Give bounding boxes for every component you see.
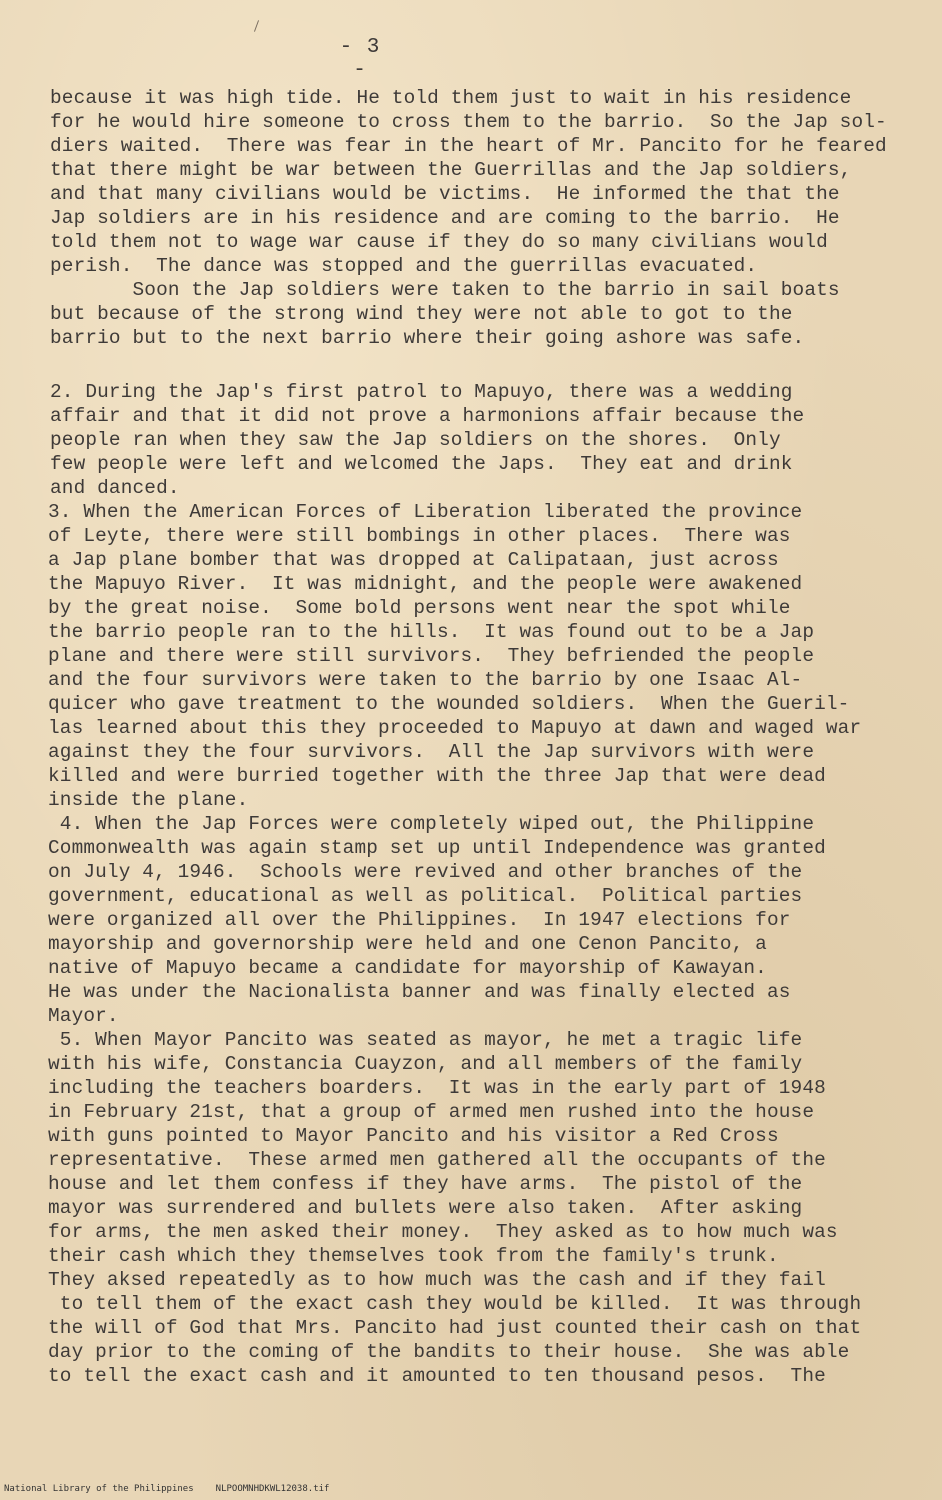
text-line: He was under the Nacionalista banner and was finally elected as [48, 981, 791, 1003]
text-line: were organized all over the Philippines. In 1947 elections for [48, 909, 791, 931]
pen-mark [254, 20, 259, 32]
text-line: against they the four survivors. All the Jap survivors with were [48, 741, 815, 763]
text-line: few people were left and welcomed the Japs. They eat and drink [50, 453, 793, 475]
text-line: for he would hire someone to cross them to the barrio. So the Jap sol- [50, 111, 887, 133]
scan-filename: NLPOOMNHDKWL12038.tif [215, 1484, 330, 1494]
text-line: people ran when they saw the Jap soldiers on the shores. Only [50, 429, 781, 451]
text-line: 3. When the American Forces of Liberation liberated the province [48, 501, 803, 523]
text-line: perish. The dance was stopped and the guerrillas evacuated. [50, 255, 758, 277]
text-line: 2. During the Jap's first patrol to Mapuyo, there was a wedding [50, 381, 793, 403]
text-line: the Mapuyo River. It was midnight, and the people were awakened [48, 573, 803, 595]
page-number: - 3 - [339, 36, 381, 82]
text-line: including the teachers boarders. It was in the early part of 1948 [48, 1077, 826, 1099]
text-line: 5. When Mayor Pancito was seated as mayor, he met a tragic life [48, 1029, 803, 1051]
text-line: mayor was surrendered and bullets were also taken. After asking [48, 1197, 803, 1219]
text-line: for arms, the men asked their money. They asked as to how much was [48, 1221, 838, 1243]
text-line: the will of God that Mrs. Pancito had just counted their cash on that [48, 1317, 862, 1339]
text-line: but because of the strong wind they were not able to got to the [50, 303, 793, 325]
text-line: told them not to wage war cause if they do so many civilians would [50, 231, 828, 253]
text-line: in February 21st, that a group of armed men rushed into the house [48, 1101, 815, 1123]
text-line: because it was high tide. He told them just to wait in his residence [50, 87, 852, 109]
text-line: to tell the exact cash and it amounted to ten thousand pesos. The [48, 1365, 826, 1387]
text-line: plane and there were still survivors. They befriended the people [48, 645, 815, 667]
text-line: native of Mapuyo became a candidate for mayorship of Kawayan. [48, 957, 767, 979]
text-line: inside the plane. [48, 789, 249, 811]
text-line: barrio but to the next barrio where their going ashore was safe. [50, 327, 805, 349]
text-line: las learned about this they proceeded to Mapuyo at dawn and waged war [48, 717, 862, 739]
text-line: 4. When the Jap Forces were completely wiped out, the Philippine [48, 813, 815, 835]
text-line: Mayor. [48, 1005, 119, 1027]
text-line: with guns pointed to Mayor Pancito and his visitor a Red Cross [48, 1125, 779, 1147]
text-line: representative. These armed men gathered all the occupants of the [48, 1149, 826, 1171]
text-line: mayorship and governorship were held and one Cenon Pancito, a [48, 933, 767, 955]
text-line: their cash which they themselves took from the family's trunk. [48, 1245, 779, 1267]
text-line: by the great noise. Some bold persons went near the spot while [48, 597, 791, 619]
text-line: They aksed repeatedly as to how much was the cash and if they fail [48, 1269, 826, 1291]
text-line: the barrio people ran to the hills. It was found out to be a Jap [48, 621, 815, 643]
text-line: of Leyte, there were still bombings in other places. There was [48, 525, 791, 547]
text-line: to tell them of the exact cash they would be killed. It was through [48, 1293, 862, 1315]
text-line: killed and were burried together with the three Jap that were dead [48, 765, 826, 787]
library-credit: National Library of the Philippines [4, 1484, 194, 1494]
text-line: and danced. [50, 477, 180, 499]
text-line: with his wife, Constancia Cuayzon, and all members of the family [48, 1053, 803, 1075]
text-line: diers waited. There was fear in the heart of Mr. Pancito for he feared [50, 135, 887, 157]
text-line: and that many civilians would be victims. He informed the that the [50, 183, 840, 205]
text-line: that there might be war between the Guerrillas and the Jap soldiers, [50, 159, 852, 181]
text-line: a Jap plane bomber that was dropped at Calipataan, just across [48, 549, 779, 571]
text-line: Soon the Jap soldiers were taken to the barrio in sail boats [50, 279, 840, 301]
text-line: Jap soldiers are in his residence and are coming to the barrio. He [50, 207, 840, 229]
text-line: Commonwealth was again stamp set up until Independence was granted [48, 837, 826, 859]
text-line: on July 4, 1946. Schools were revived and other branches of the [48, 861, 803, 883]
text-line: quicer who gave treatment to the wounded soldiers. When the Gueril- [48, 693, 850, 715]
text-line: affair and that it did not prove a harmonions affair because the [50, 405, 805, 427]
text-line: day prior to the coming of the bandits to their house. She was able [48, 1341, 850, 1363]
text-line: house and let them confess if they have arms. The pistol of the [48, 1173, 803, 1195]
text-line: and the four survivors were taken to the barrio by one Isaac Al- [48, 669, 803, 691]
text-line: government, educational as well as political. Political parties [48, 885, 803, 907]
scan-footer [4, 1484, 351, 1494]
